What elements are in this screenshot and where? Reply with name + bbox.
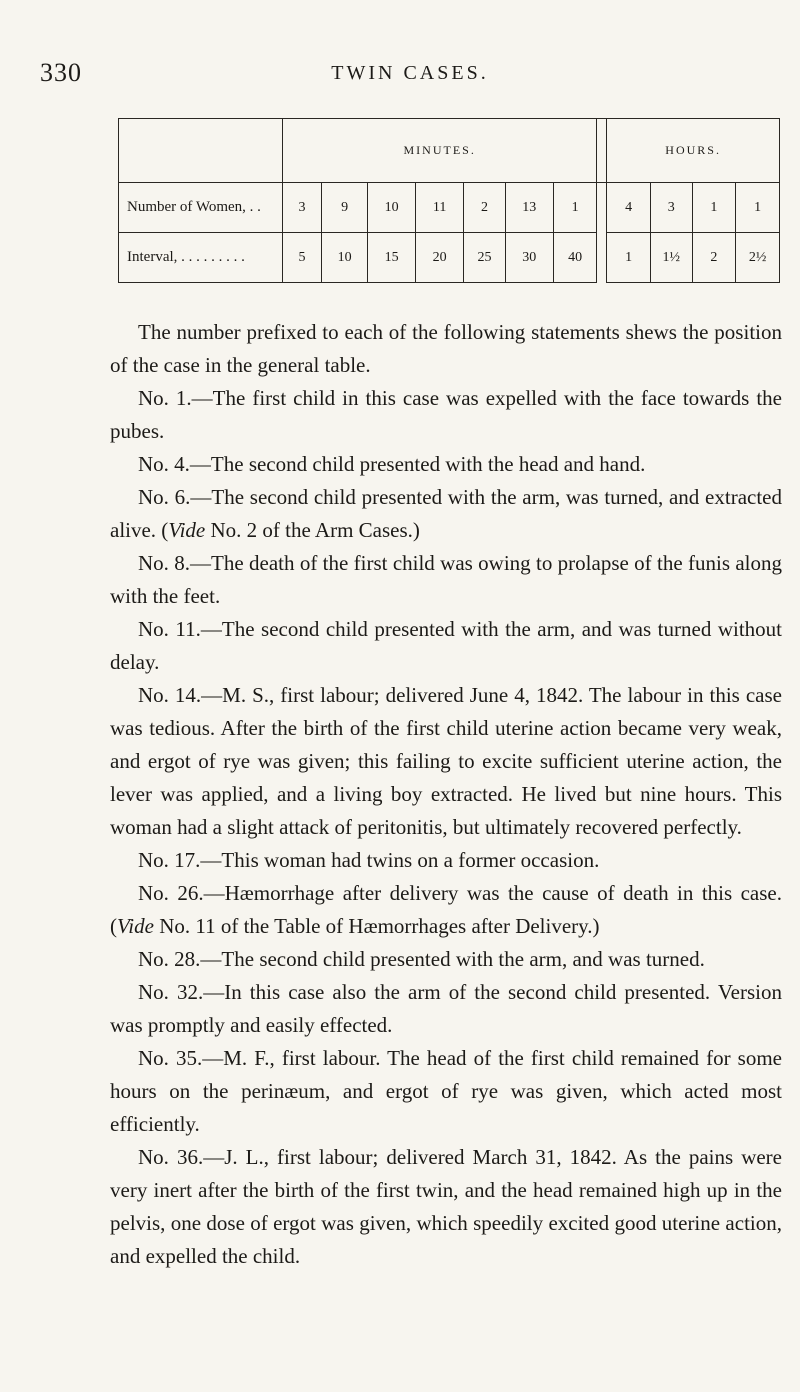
table-row [119, 233, 780, 283]
table-cell: 15 [368, 233, 416, 283]
page-header [40, 58, 780, 98]
case-note-4: No. 4.—The second child presented with the head and hand. [138, 452, 646, 476]
table-cell: 1 [553, 183, 597, 233]
case-note-17: No. 17.—This woman had twins on a former occasion. [138, 848, 600, 872]
table-cell: 1 [607, 233, 651, 283]
table-cell: 10 [368, 183, 416, 233]
table-cell: 20 [416, 233, 464, 283]
case-note-6: No. 6.—The second child presented with the arm, was turned, and extracted alive. (Vide No. 2 of the Arm Cases.) [110, 485, 782, 542]
case-note-26: No. 26.—Hæmorrhage after delivery was the cause of death in this case. (Vide No. 11 of the Table of Hæmorrhages after Delivery.) [110, 881, 782, 938]
case-note-35: No. 35.—M. F., first labour. The head of the first child remained for some hours on the perinæum, and ergot of rye was given, which acted most efficiently. [110, 1046, 782, 1136]
case-note-28: No. 28.—The second child presented with the arm, and was turned. [138, 947, 705, 971]
table-cell: 3 [282, 183, 321, 233]
column-divider [597, 119, 607, 183]
table-row [119, 183, 780, 233]
table-cell: 40 [553, 233, 597, 283]
intro-paragraph: The number prefixed to each of the following statements shews the position of the case in the general table. [110, 320, 782, 377]
running-title: TWIN CASES. [331, 62, 489, 84]
vide-italic: Vide [168, 518, 206, 542]
case-note-11: No. 11.—The second child presented with the arm, and was turned without delay. [110, 617, 782, 674]
case-note-8: No. 8.—The death of the first child was owing to prolapse of the funis along with the feet. [110, 551, 782, 608]
table-corner-cell [119, 119, 283, 183]
body-text [110, 316, 782, 1273]
table-cell: 10 [322, 233, 368, 283]
row-label: Interval, . . . . . . . . . [119, 233, 283, 283]
table-cell: 2 [692, 233, 736, 283]
table-cell: 30 [505, 233, 553, 283]
table-cell: 4 [607, 183, 651, 233]
table-cell: 9 [322, 183, 368, 233]
case-note-36: No. 36.—J. L., first labour; delivered March 31, 1842. As the pains were very inert after the birth of the first twin, and the head remained high up in the pelvis, one dose of ergot was given, which speedily excited good uterine action, and expelled the child. [110, 1145, 782, 1268]
table-cell: 13 [505, 183, 553, 233]
column-divider [597, 183, 607, 233]
table-cell: 11 [416, 183, 464, 233]
twin-intervals-table [118, 118, 780, 283]
hours-group-header: HOURS. [607, 119, 780, 183]
row-label: Number of Women, . . [119, 183, 283, 233]
case-note-14: No. 14.—M. S., first labour; delivered June 4, 1842. The labour in this case was tedious. After the birth of the first child uterine action became very weak, and ergot of rye was given; this failing to excite sufficient uterine action, the lever was applied, and a living boy extracted. He lived but nine hours. This woman had a slight attack of peritonitis, but ultimately recovered perfectly. [110, 683, 782, 839]
table-cell: 3 [650, 183, 692, 233]
table-cell: 25 [464, 233, 506, 283]
table-cell: 1 [692, 183, 736, 233]
case-note-32: No. 32.—In this case also the arm of the second child presented. Version was promptly and easily effected. [110, 980, 782, 1037]
table-cell: 2½ [736, 233, 780, 283]
page-number: 330 [40, 58, 82, 87]
column-divider [597, 233, 607, 283]
minutes-group-header: MINUTES. [282, 119, 597, 183]
table-cell: 5 [282, 233, 321, 283]
vide-italic: Vide [117, 914, 154, 938]
table-cell: 1½ [650, 233, 692, 283]
table-group-header-row [119, 119, 780, 183]
table-cell: 2 [464, 183, 506, 233]
table-cell: 1 [736, 183, 780, 233]
case-note-1: No. 1.—The first child in this case was expelled with the face towards the pubes. [110, 386, 782, 443]
